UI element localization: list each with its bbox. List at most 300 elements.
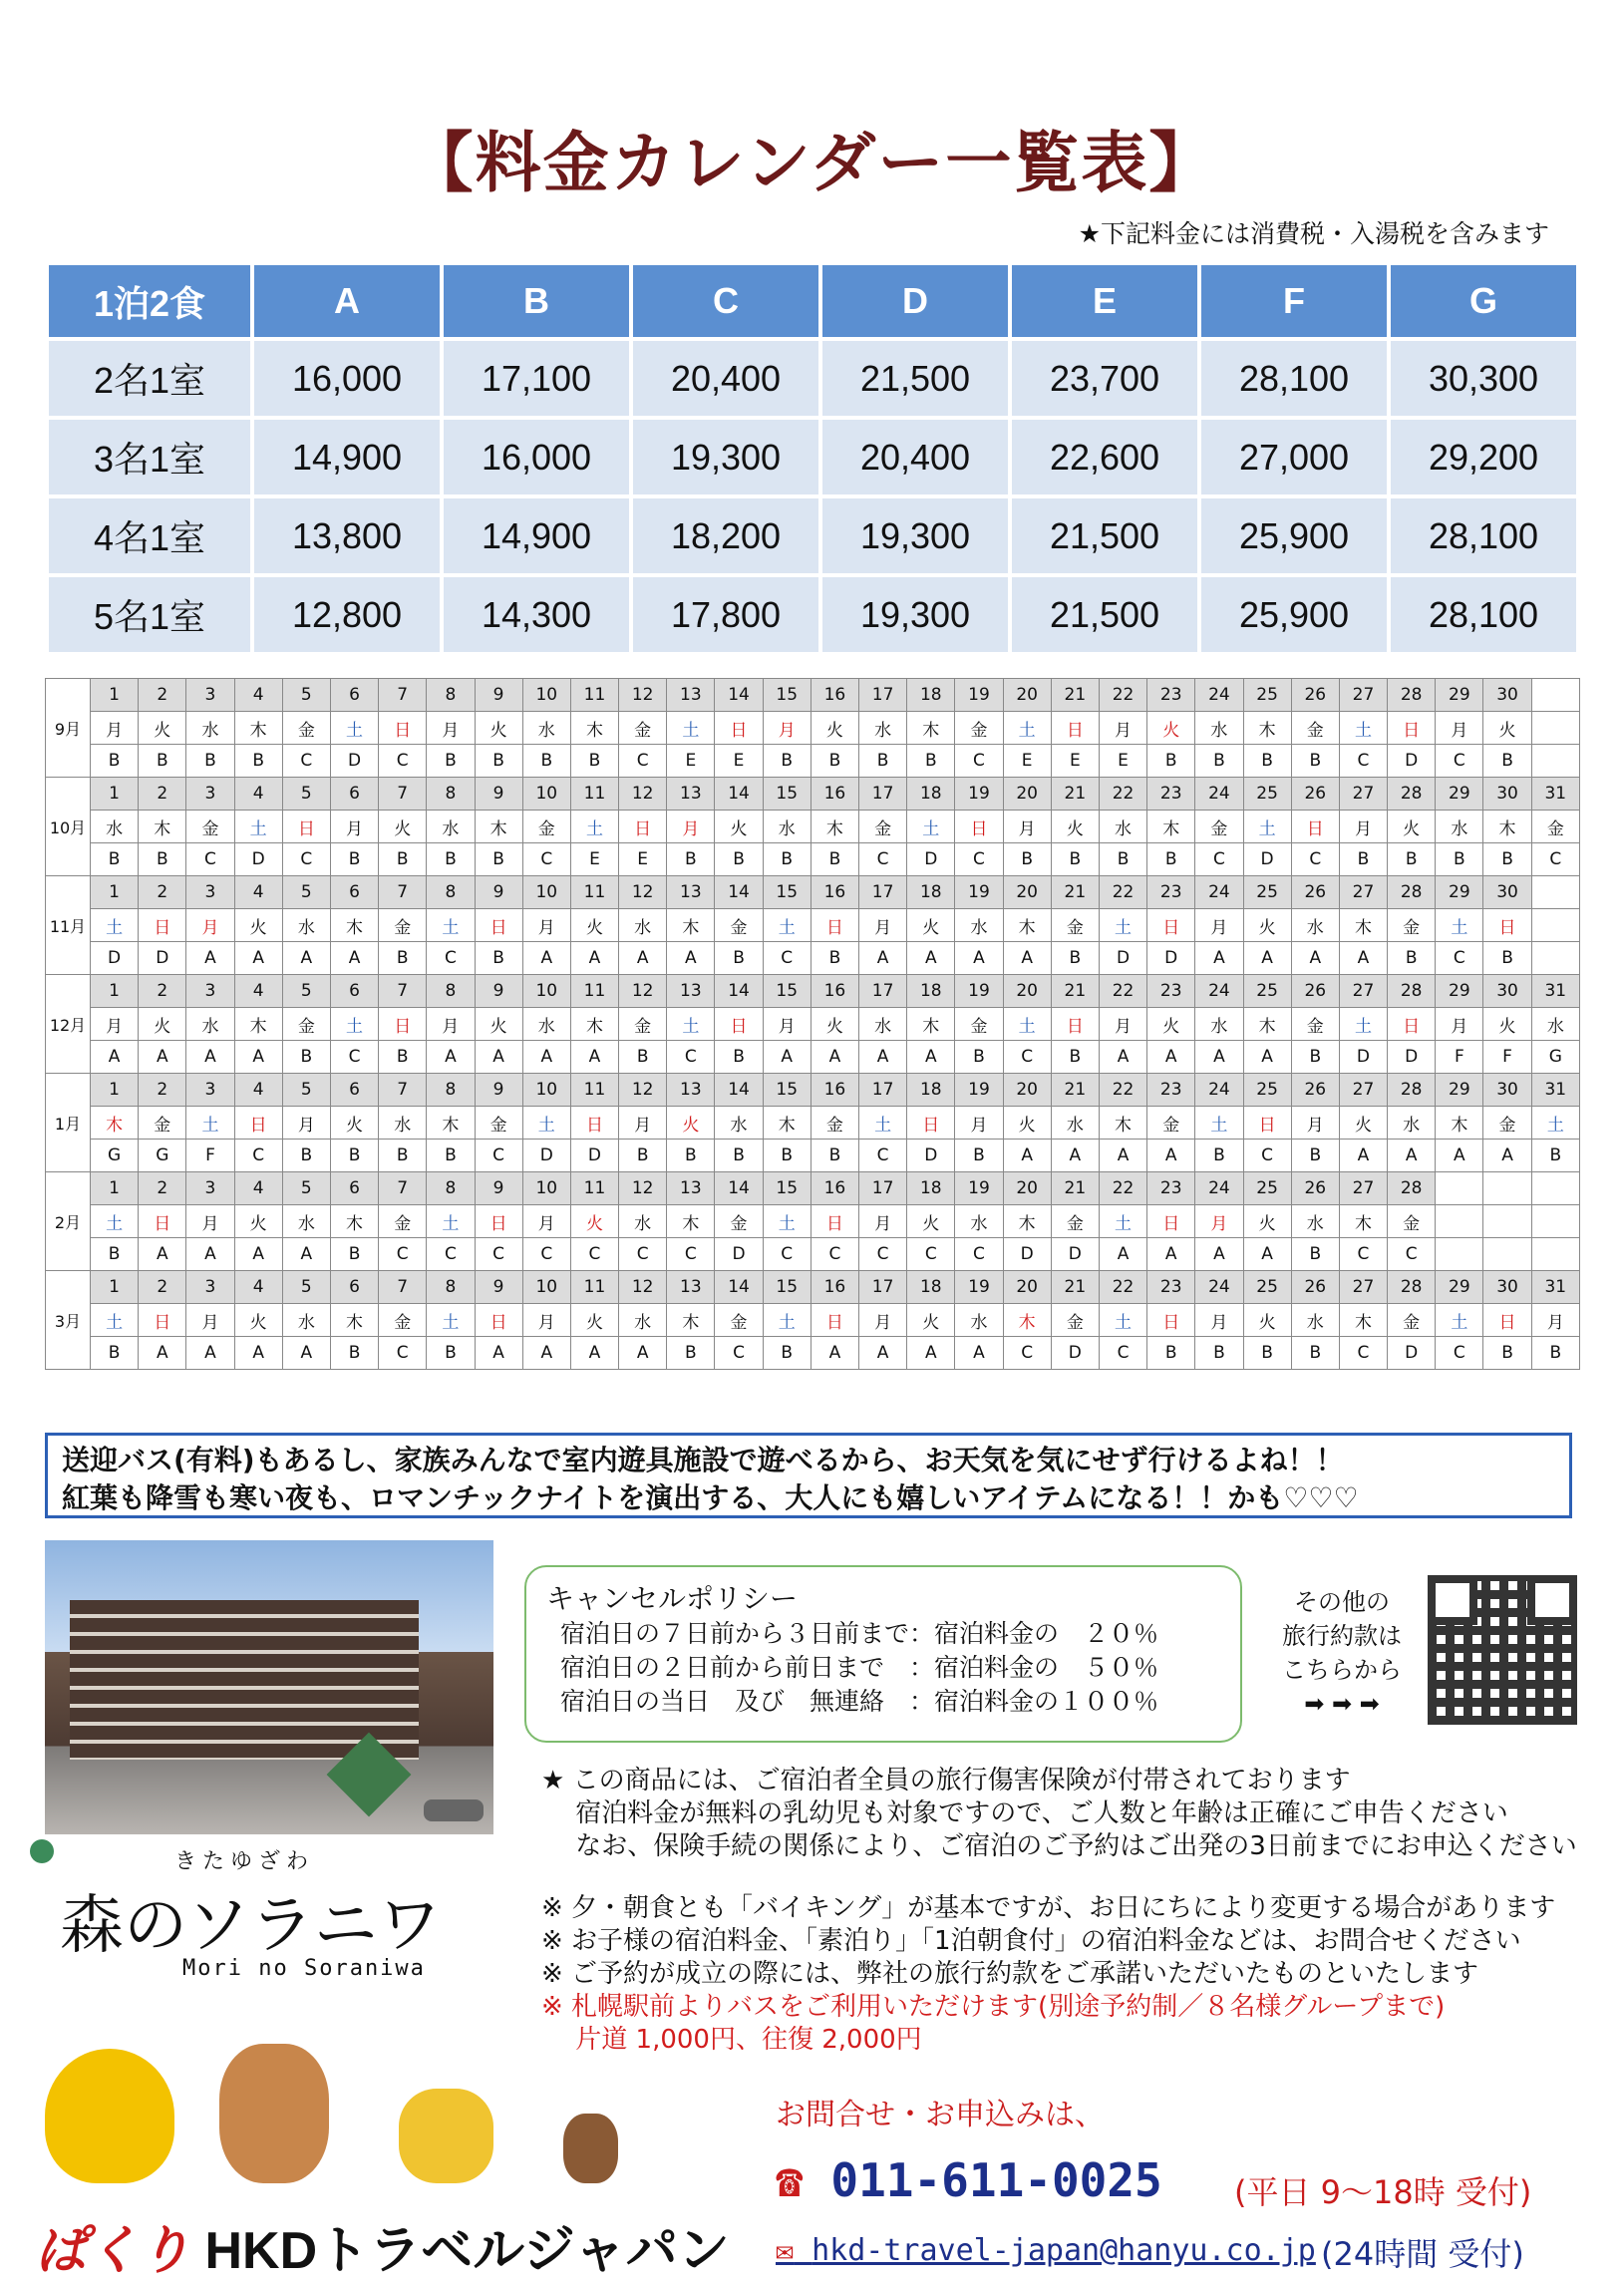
calendar-rate: B: [1147, 1337, 1195, 1370]
calendar-rate: D: [330, 745, 378, 778]
calendar-weekday: 金: [379, 1205, 427, 1238]
calendar-rate: C: [763, 942, 811, 975]
calendar-day: 19: [955, 1271, 1003, 1304]
mail-icon: ✉: [776, 2233, 795, 2268]
calendar-rate: C: [955, 843, 1003, 876]
calendar-rate: D: [907, 843, 955, 876]
calendar-rate: B: [139, 745, 186, 778]
calendar-rate: D: [570, 1140, 618, 1172]
calendar-weekday: 土: [763, 1205, 811, 1238]
calendar-weekday: 日: [1051, 1008, 1099, 1041]
calendar-weekday: 火: [1147, 1008, 1195, 1041]
calendar-rate: B: [1195, 1140, 1243, 1172]
calendar-weekday: 木: [570, 1008, 618, 1041]
calendar-rate: C: [1099, 1337, 1146, 1370]
calendar-day: 1: [91, 1172, 139, 1205]
calendar-rate-row: [46, 1140, 1580, 1172]
calendar-weekday: 木: [763, 1107, 811, 1140]
calendar-rate: C: [379, 1337, 427, 1370]
calendar-rate: C: [859, 843, 907, 876]
calendar-weekday: 火: [907, 1205, 955, 1238]
calendar-rate: A: [859, 1041, 907, 1074]
calendar-weekday: 土: [1003, 712, 1051, 745]
calendar-weekday: 土: [186, 1107, 234, 1140]
calendar-rate: A: [1195, 1041, 1243, 1074]
calendar-day: 25: [1243, 1074, 1291, 1107]
calendar-weekday: 日: [234, 1107, 282, 1140]
calendar-weekday: 水: [619, 1304, 667, 1337]
calendar-weekday: 木: [1339, 909, 1387, 942]
calendar-day: 5: [282, 778, 330, 811]
calendar-weekday: 木: [330, 1304, 378, 1337]
note-line: ※ 札幌駅前よりバスをご利用いただけます(別途予約制／８名様グループまで): [541, 1992, 1446, 2022]
calendar-day: 3: [186, 1172, 234, 1205]
calendar-weekday: 水: [1388, 1107, 1436, 1140]
calendar-day: 9: [475, 1172, 522, 1205]
calendar-day: 13: [667, 679, 715, 712]
calendar-rate: C: [1531, 843, 1579, 876]
calendar-weekday: 土: [330, 712, 378, 745]
calendar-day: 18: [907, 778, 955, 811]
calendar-month-label: 12月: [46, 975, 91, 1074]
calendar-day: 27: [1339, 1074, 1387, 1107]
calendar-weekday: 月: [955, 1107, 1003, 1140]
calendar-day: 8: [427, 1074, 475, 1107]
calendar-weekday: 日: [907, 1107, 955, 1140]
calendar-rate: A: [1436, 1140, 1483, 1172]
calendar-weekday: 火: [234, 1304, 282, 1337]
calendar-day: 19: [955, 778, 1003, 811]
calendar-day: 26: [1291, 975, 1339, 1008]
calendar-day: 20: [1003, 975, 1051, 1008]
calendar-rate: A: [139, 1041, 186, 1074]
calendar-rate: A: [619, 1337, 667, 1370]
calendar-month-label: 1月: [46, 1074, 91, 1172]
calendar-day: 6: [330, 1074, 378, 1107]
calendar-rate: A: [907, 942, 955, 975]
calendar-weekday: 火: [1388, 811, 1436, 843]
calendar-day: 22: [1099, 975, 1146, 1008]
price-cell: 13,800: [254, 498, 440, 573]
calendar-day: 16: [811, 1074, 858, 1107]
price-cell: 16,000: [254, 341, 440, 416]
calendar-day: 15: [763, 1172, 811, 1205]
calendar-rate: B: [1099, 843, 1146, 876]
calendar-weekday: 日: [379, 712, 427, 745]
calendar-weekday: 日: [1483, 909, 1531, 942]
calendar-day: 3: [186, 975, 234, 1008]
calendar-weekday: 金: [1051, 1205, 1099, 1238]
calendar-rate: B: [763, 1140, 811, 1172]
calendar-rate: B: [427, 745, 475, 778]
calendar-day: 7: [379, 778, 427, 811]
calendar-day: 11: [570, 778, 618, 811]
calendar-day: 13: [667, 1074, 715, 1107]
calendar-day: 25: [1243, 876, 1291, 909]
phone-number[interactable]: [776, 2153, 1162, 2207]
calendar-day: 4: [234, 778, 282, 811]
price-header-e: E: [1012, 265, 1197, 337]
page-title: 【料金カレンダー一覧表】: [407, 124, 1217, 201]
calendar-day: 25: [1243, 1172, 1291, 1205]
price-row: [49, 420, 1576, 494]
calendar-rate: C: [619, 1238, 667, 1271]
calendar-weekday: 金: [1531, 811, 1579, 843]
calendar-weekday: 月: [1003, 811, 1051, 843]
calendar-weekday: 木: [1339, 1304, 1387, 1337]
calendar-day: 18: [907, 876, 955, 909]
calendar-weekday: 土: [859, 1107, 907, 1140]
price-cell: 12,800: [254, 577, 440, 652]
price-cell: 14,300: [444, 577, 629, 652]
calendar-rate: A: [234, 942, 282, 975]
calendar-weekday: 水: [1531, 1008, 1579, 1041]
calendar-weekday: 木: [91, 1107, 139, 1140]
calendar-rate-row: [46, 843, 1580, 876]
calendar-weekday: 木: [427, 1107, 475, 1140]
calendar-rate: A: [570, 1041, 618, 1074]
calendar-weekday: 水: [1291, 909, 1339, 942]
calendar-weekday: 木: [907, 1008, 955, 1041]
calendar-rate: E: [715, 745, 763, 778]
calendar-day: 12: [619, 1172, 667, 1205]
calendar-weekday: 水: [522, 1008, 570, 1041]
calendar-rate: B: [811, 745, 858, 778]
calendar-rate: E: [1051, 745, 1099, 778]
calendar-weekday: 土: [1099, 909, 1146, 942]
calendar-weekday: 金: [619, 712, 667, 745]
calendar-day: 2: [139, 876, 186, 909]
calendar-day: 26: [1291, 1271, 1339, 1304]
phone-text: 011-611-0025: [830, 2153, 1162, 2207]
calendar-day: 27: [1339, 1271, 1387, 1304]
calendar-weekday: 火: [570, 909, 618, 942]
calendar-day: 26: [1291, 778, 1339, 811]
insurance-line: 宿泊料金が無料の乳幼児も対象ですので、ご人数と年齢は正確にご申告ください: [541, 1798, 1508, 1828]
calendar-day: 28: [1388, 975, 1436, 1008]
calendar-day: 9: [475, 876, 522, 909]
calendar-rate: A: [1099, 1140, 1146, 1172]
calendar-weekday: 土: [1339, 712, 1387, 745]
calendar-weekday: 水: [379, 1107, 427, 1140]
calendar-weekday: 土: [91, 909, 139, 942]
calendar-day: 12: [619, 679, 667, 712]
calendar-rate: A: [955, 1337, 1003, 1370]
calendar-day: 11: [570, 1172, 618, 1205]
calendar-rate: A: [811, 1337, 858, 1370]
calendar-weekday: 月: [667, 811, 715, 843]
price-cell: 22,600: [1012, 420, 1197, 494]
calendar-rate: D: [1147, 942, 1195, 975]
calendar-rate: C: [1388, 1238, 1436, 1271]
calendar-weekday: 木: [667, 1205, 715, 1238]
calendar-day: 17: [859, 975, 907, 1008]
calendar-rate: B: [1051, 1041, 1099, 1074]
calendar-rate: B: [715, 1041, 763, 1074]
calendar-rate: A: [522, 942, 570, 975]
calendar-rate: A: [475, 1041, 522, 1074]
calendar-day: 30: [1483, 1271, 1531, 1304]
calendar-day: 14: [715, 1172, 763, 1205]
hotel-logo: 森のソラニワ: [60, 1889, 442, 1963]
calendar-rate: B: [1388, 843, 1436, 876]
calendar-weekday: 月: [1195, 1205, 1243, 1238]
calendar-day: 5: [282, 1172, 330, 1205]
calendar-weekday: 木: [1003, 909, 1051, 942]
calendar-weekday: 日: [1388, 712, 1436, 745]
calendar-weekday: 水: [619, 1205, 667, 1238]
calendar-rate: B: [379, 1041, 427, 1074]
calendar-weekday: 日: [139, 1304, 186, 1337]
price-row: [49, 498, 1576, 573]
brand-mark: ぱくり: [35, 2222, 191, 2280]
calendar-day: 25: [1243, 679, 1291, 712]
calendar-rate: A: [619, 942, 667, 975]
calendar-rate: B: [186, 745, 234, 778]
calendar-weekday: 火: [570, 1304, 618, 1337]
calendar-weekday-row: [46, 1107, 1580, 1140]
calendar-weekday: 月: [330, 811, 378, 843]
calendar-rate: C: [955, 745, 1003, 778]
calendar-day: 3: [186, 1074, 234, 1107]
mascot-animals: [45, 2034, 623, 2183]
calendar-day: 28: [1388, 1074, 1436, 1107]
calendar-rate: C: [763, 1238, 811, 1271]
calendar-day: 7: [379, 1271, 427, 1304]
calendar-weekday: 日: [475, 1304, 522, 1337]
calendar-day: [1531, 876, 1579, 909]
calendar-day: 23: [1147, 876, 1195, 909]
logo-romaji: Mori no Soraniwa: [182, 1956, 426, 1981]
calendar-rate: F: [1483, 1041, 1531, 1074]
company-logo: [35, 2208, 730, 2283]
calendar-day: 15: [763, 876, 811, 909]
note-line: ※ お子様の宿泊料金、「素泊り」「1泊朝食付」の宿泊料金などは、お問合せください: [541, 1926, 1521, 1956]
calendar-day: 22: [1099, 1271, 1146, 1304]
calendar-weekday: 水: [427, 811, 475, 843]
calendar-day: 9: [475, 1271, 522, 1304]
calendar-rate: C: [1003, 1041, 1051, 1074]
cancel-policy-box: [524, 1565, 1242, 1743]
calendar-rate: B: [763, 843, 811, 876]
calendar-day: 5: [282, 679, 330, 712]
calendar-day: 31: [1531, 778, 1579, 811]
calendar-day: 22: [1099, 778, 1146, 811]
calendar-weekday: 水: [955, 909, 1003, 942]
calendar-rate: C: [955, 1238, 1003, 1271]
calendar-rate: A: [234, 1238, 282, 1271]
cancel-policy-heading: キャンセルポリシー: [546, 1582, 799, 1615]
calendar-day: 24: [1195, 778, 1243, 811]
calendar-rate: C: [234, 1140, 282, 1172]
calendar-day: 30: [1483, 876, 1531, 909]
calendar-weekday: 金: [619, 1008, 667, 1041]
calendar-weekday: 水: [955, 1304, 1003, 1337]
calendar-rate: C: [522, 843, 570, 876]
calendar-day: 23: [1147, 1271, 1195, 1304]
other-terms-text: [1272, 1585, 1412, 1721]
calendar-day: 17: [859, 1074, 907, 1107]
price-cell: 14,900: [254, 420, 440, 494]
calendar-day: 3: [186, 778, 234, 811]
calendar-day-row: [46, 679, 1580, 712]
calendar-rate: A: [427, 1041, 475, 1074]
calendar-rate: C: [1243, 1140, 1291, 1172]
calendar-weekday: 火: [379, 811, 427, 843]
calendar-weekday: 水: [1291, 1205, 1339, 1238]
calendar-weekday: 水: [763, 811, 811, 843]
phone-hours: (平日 9〜18時 受付): [1234, 2173, 1532, 2211]
calendar-weekday: 火: [139, 1008, 186, 1041]
price-cell: 30,300: [1391, 341, 1576, 416]
price-cell: 19,300: [822, 498, 1008, 573]
calendar-day: 15: [763, 778, 811, 811]
calendar-day: 6: [330, 975, 378, 1008]
calendar-day: 26: [1291, 876, 1339, 909]
calendar-rate: B: [427, 1337, 475, 1370]
calendar-weekday: 水: [522, 712, 570, 745]
calendar-day: 6: [330, 778, 378, 811]
calendar-day: 2: [139, 778, 186, 811]
calendar-weekday: 日: [139, 1205, 186, 1238]
calendar-day: 12: [619, 975, 667, 1008]
calendar-weekday: 火: [1243, 1304, 1291, 1337]
calendar-rate: A: [1099, 1238, 1146, 1271]
calendar-day: 11: [570, 679, 618, 712]
email-link[interactable]: [776, 2233, 1316, 2268]
calendar-day: 20: [1003, 679, 1051, 712]
calendar-rate: B: [619, 1041, 667, 1074]
qr-code[interactable]: [1428, 1575, 1577, 1725]
price-cell: 19,300: [822, 577, 1008, 652]
calendar-day: 28: [1388, 876, 1436, 909]
calendar-weekday: 土: [1243, 811, 1291, 843]
calendar-day: 11: [570, 975, 618, 1008]
calendar-day: 7: [379, 1172, 427, 1205]
calendar-weekday: 月: [1195, 909, 1243, 942]
calendar-weekday: 月: [282, 1107, 330, 1140]
price-cell: 29,200: [1391, 420, 1576, 494]
calendar-day: 4: [234, 975, 282, 1008]
price-header-row: [49, 265, 1576, 337]
calendar-rate: A: [282, 1238, 330, 1271]
mail-hours: (24時間 受付): [1321, 2235, 1524, 2273]
calendar-weekday: 火: [811, 1008, 858, 1041]
calendar-day: 1: [91, 679, 139, 712]
calendar-day: 4: [234, 1271, 282, 1304]
calendar-weekday: 木: [570, 712, 618, 745]
calendar-day: 7: [379, 1074, 427, 1107]
calendar-rate: A: [330, 942, 378, 975]
calendar-weekday: 月: [1195, 1304, 1243, 1337]
price-cell: 27,000: [1201, 420, 1387, 494]
calendar-rate: A: [186, 1238, 234, 1271]
calendar-rate: B: [91, 1238, 139, 1271]
calendar-day: 6: [330, 876, 378, 909]
calendar-rate: A: [859, 1337, 907, 1370]
price-row: [49, 577, 1576, 652]
calendar-weekday: 日: [1388, 1008, 1436, 1041]
calendar-weekday: 土: [330, 1008, 378, 1041]
calendar-rate: D: [139, 942, 186, 975]
notes-list: [541, 1892, 1555, 2057]
calendar-weekday: 火: [1003, 1107, 1051, 1140]
calendar-weekday: 火: [330, 1107, 378, 1140]
calendar-weekday: 火: [1483, 1008, 1531, 1041]
calendar-rate: B: [91, 1337, 139, 1370]
calendar-rate: B: [1243, 745, 1291, 778]
calendar-weekday: 土: [1003, 1008, 1051, 1041]
calendar-day: 2: [139, 1271, 186, 1304]
calendar-weekday: 土: [427, 1205, 475, 1238]
calendar-day: 27: [1339, 679, 1387, 712]
calendar-rate: D: [1051, 1337, 1099, 1370]
deer-mascot: [219, 2044, 329, 2183]
calendar-day: 20: [1003, 1271, 1051, 1304]
logo-kana: きたゆざわ: [174, 1849, 315, 1874]
calendar-day: 21: [1051, 778, 1099, 811]
calendar-weekday: 金: [1051, 909, 1099, 942]
calendar-rate: C: [379, 1238, 427, 1271]
price-cell: 20,400: [633, 341, 818, 416]
insurance-line: なお、保険手続の関係により、ご宿泊のご予約はご出発の3日前までにお申込ください: [541, 1831, 1577, 1861]
calendar-weekday: 木: [1436, 1107, 1483, 1140]
calendar-rate: A: [91, 1041, 139, 1074]
calendar-weekday: 水: [282, 909, 330, 942]
calendar-rate: [1531, 745, 1579, 778]
calendar-rate: B: [139, 843, 186, 876]
calendar-rate: B: [522, 745, 570, 778]
calendar-day: 10: [522, 1271, 570, 1304]
calendar-day: 13: [667, 778, 715, 811]
calendar-rate: B: [1483, 745, 1531, 778]
calendar-weekday: 火: [907, 1304, 955, 1337]
calendar-weekday: 木: [1003, 1304, 1051, 1337]
calendar-weekday: 木: [1003, 1205, 1051, 1238]
calendar-weekday: 水: [1291, 1304, 1339, 1337]
note-line: ※ ご予約が成立の際には、弊社の旅行約款をご承諾いただいたものといたします: [541, 1959, 1479, 1989]
calendar-weekday: 水: [1099, 811, 1146, 843]
calendar-rate: A: [570, 942, 618, 975]
price-table: [45, 261, 1580, 656]
calendar-day: 18: [907, 679, 955, 712]
calendar-rate: C: [667, 1041, 715, 1074]
calendar-day: [1436, 1172, 1483, 1205]
calendar-weekday: 日: [1051, 712, 1099, 745]
calendar-rate: D: [1388, 745, 1436, 778]
calendar-day: 15: [763, 1074, 811, 1107]
calendar-rate: B: [427, 1140, 475, 1172]
calendar-rate: B: [1339, 843, 1387, 876]
calendar-weekday: 日: [1483, 1304, 1531, 1337]
calendar-weekday: [1531, 909, 1579, 942]
calendar-weekday: 金: [811, 1107, 858, 1140]
calendar-weekday: 水: [186, 1008, 234, 1041]
calendar-weekday: [1531, 712, 1579, 745]
calendar-weekday: 火: [1051, 811, 1099, 843]
calendar-weekday: 金: [1388, 1304, 1436, 1337]
calendar-weekday: 月: [427, 1008, 475, 1041]
calendar-rate: A: [1147, 1140, 1195, 1172]
calendar-weekday: 金: [379, 1304, 427, 1337]
calendar-rate: C: [1436, 745, 1483, 778]
calendar-weekday: 火: [234, 909, 282, 942]
calendar-rate: B: [475, 843, 522, 876]
calendar-day: 17: [859, 778, 907, 811]
calendar-day: 16: [811, 975, 858, 1008]
calendar-day: 21: [1051, 876, 1099, 909]
calendar-rate: A: [1195, 942, 1243, 975]
